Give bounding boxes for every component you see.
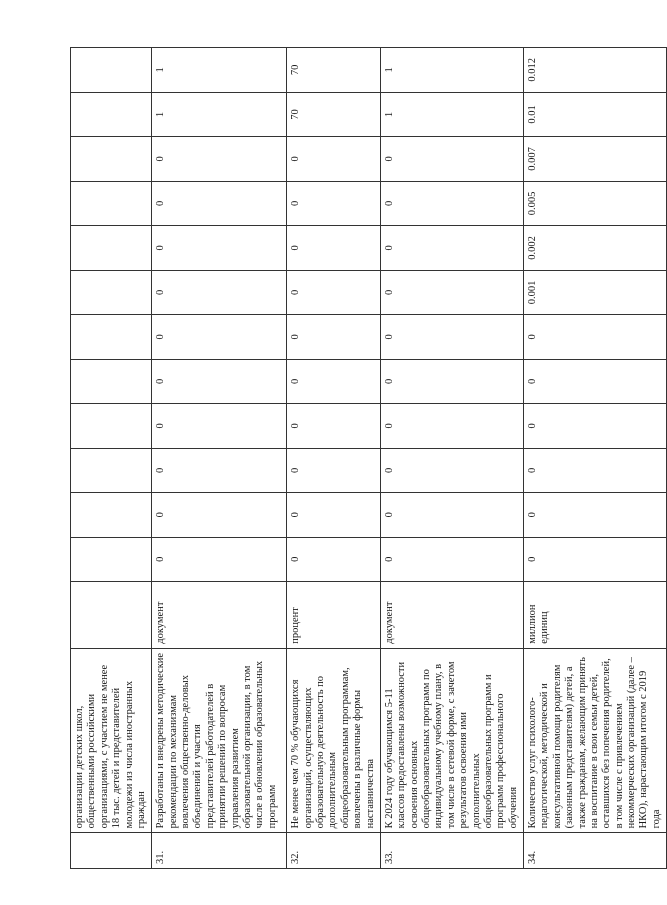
value-cell	[71, 48, 152, 93]
indicators-table	[70, 47, 667, 869]
value-cell: 0	[152, 137, 287, 181]
table-row	[287, 48, 381, 869]
value-cell: 0	[152, 270, 287, 314]
value-cell: 1	[152, 48, 287, 93]
value-cell: 0	[380, 137, 523, 181]
value-cell: 1	[380, 48, 523, 93]
unit-cell: документ	[380, 582, 523, 649]
value-cell: 0	[287, 226, 381, 270]
value-cell: 0	[524, 315, 667, 359]
value-cell: 0	[287, 315, 381, 359]
value-cell: 0	[152, 493, 287, 537]
value-cell: 0	[524, 359, 667, 403]
row-number: 32.	[287, 833, 381, 869]
value-cell: 0	[380, 448, 523, 492]
value-cell: 0	[524, 537, 667, 581]
row-number: 31.	[152, 833, 287, 869]
value-cell: 0	[152, 226, 287, 270]
value-cell: 0	[380, 537, 523, 581]
indicator-text: Разработаны и внедрены методические рекомендации по механизмам вовлечения общественно-деловых объединений и участия представителей работодателей в принятии решений по вопросам управления развитием образовательной организации, в том числе в обновлении образовательных программ	[152, 648, 287, 833]
value-cell: 0	[287, 448, 381, 492]
value-cell: 1	[380, 92, 523, 136]
value-cell	[71, 270, 152, 314]
value-cell: 0	[380, 270, 523, 314]
value-cell: 70	[287, 48, 381, 93]
table-row	[71, 48, 152, 869]
value-cell: 0.001	[524, 270, 667, 314]
value-cell: 0	[152, 404, 287, 448]
value-cell	[71, 493, 152, 537]
value-cell: 0.01	[524, 92, 667, 136]
value-cell: 0	[152, 315, 287, 359]
value-cell: 1	[152, 92, 287, 136]
value-cell	[71, 404, 152, 448]
value-cell: 0	[287, 137, 381, 181]
value-cell: 0	[152, 181, 287, 225]
table-row	[524, 48, 667, 869]
table-row	[380, 48, 523, 869]
value-cell: 0	[380, 181, 523, 225]
value-cell: 0.002	[524, 226, 667, 270]
value-cell	[71, 448, 152, 492]
value-cell: 0	[380, 404, 523, 448]
value-cell: 0	[287, 270, 381, 314]
value-cell: 0	[524, 404, 667, 448]
value-cell: 0	[380, 493, 523, 537]
value-cell: 0	[287, 404, 381, 448]
row-number: 33.	[380, 833, 523, 869]
value-cell: 0	[287, 537, 381, 581]
value-cell	[71, 537, 152, 581]
unit-cell: документ	[152, 582, 287, 649]
value-cell: 0	[380, 359, 523, 403]
value-cell: 0	[287, 181, 381, 225]
value-cell	[71, 315, 152, 359]
value-cell: 0	[524, 493, 667, 537]
value-cell	[71, 92, 152, 136]
value-cell: 0	[287, 359, 381, 403]
value-cell: 0	[152, 537, 287, 581]
unit-cell: процент	[287, 582, 381, 649]
value-cell: 0	[152, 448, 287, 492]
value-cell: 70	[287, 92, 381, 136]
indicator-text: К 2024 году обучающимся 5-11 классов предоставлены возможности освоения основных общеобразовательных программ по индивидуальному учебному плану, в том числе в сетевой форме, с зачетом результатов освоения ими дополнительных общеобразовательных программ и программ профессионального обучения	[380, 648, 523, 833]
value-cell: 0.012	[524, 48, 667, 93]
value-cell: 0.005	[524, 181, 667, 225]
row-number	[71, 833, 152, 869]
value-cell	[71, 226, 152, 270]
value-cell: 0	[524, 448, 667, 492]
value-cell: 0	[152, 359, 287, 403]
indicator-text: организации детских школ, общественными российскими организациями, с участием не менее 18 тыс. детей и представителей молодежи из числа иностранных граждан	[71, 648, 152, 833]
unit-cell	[71, 582, 152, 649]
value-cell	[71, 359, 152, 403]
value-cell: 0	[380, 226, 523, 270]
value-cell	[71, 181, 152, 225]
table-row	[152, 48, 287, 869]
indicator-text: Количество услуг психолого-педагогической, методической и консультативной помощи родителям (законным представителям) детей, а также гражданам, желающим принять на воспитание в свои семьи детей, оставшихся без попечения родителей, в том числе с привлечением некоммерческих организаций (далее – НКО), нарастающим итогом с 2019 года	[524, 648, 667, 833]
value-cell: 0	[380, 315, 523, 359]
value-cell: 0.007	[524, 137, 667, 181]
value-cell: 0	[287, 493, 381, 537]
indicator-text: Не менее чем 70 % обучающихся организаций, осуществляющих образовательную деятельность по дополнительным общеобразовательным программам, вовлечены в различные формы наставничества	[287, 648, 381, 833]
row-number: 34.	[524, 833, 667, 869]
value-cell	[71, 137, 152, 181]
unit-cell: миллион единиц	[524, 582, 667, 649]
